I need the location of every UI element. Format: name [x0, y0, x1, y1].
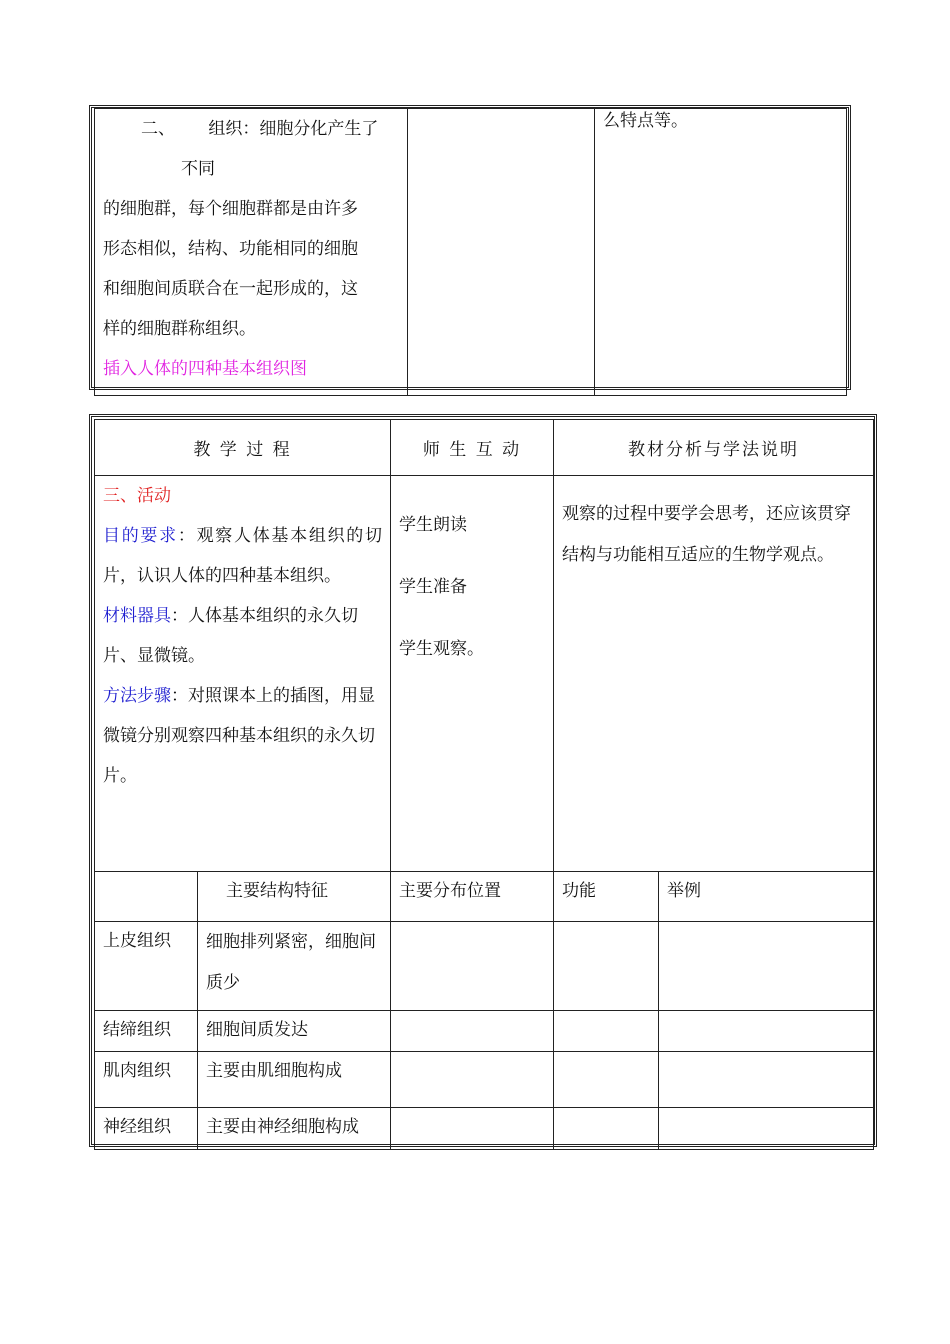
table-row: [95, 1108, 874, 1150]
tissue-example: [659, 1011, 874, 1052]
interaction-2: 学生准备: [399, 577, 467, 597]
tissue-name: 神经组织: [95, 1108, 198, 1150]
tissue-name: 结缔组织: [95, 1011, 198, 1052]
insert-figure-note: 插入人体的四种基本组织图: [103, 359, 307, 379]
tissue-feature: 主要由肌细胞构成: [198, 1052, 391, 1108]
tissue-function: [554, 1052, 659, 1108]
materials-paragraph: [103, 596, 382, 676]
method-label: 方法步骤: [103, 686, 171, 706]
tissue-function: [554, 922, 659, 1011]
tissue-feature: 主要由神经细胞构成: [198, 1108, 391, 1150]
section-heading: 二、 组织：细胞分化产生了: [141, 119, 379, 139]
table-row: [95, 1011, 874, 1052]
analysis-text: 观察的过程中要学会思考，还应该贯穿结构与功能相互适应的生物学观点。: [562, 504, 851, 565]
materials-text: ：人体基本组织的永久切片、显微镜。: [103, 606, 358, 666]
section-heading-tail: 不同: [181, 159, 215, 179]
tissue-name: 上皮组织: [95, 922, 198, 1011]
tissue-function: [554, 1108, 659, 1150]
goal-label: 目的要求: [103, 526, 178, 546]
tissue-col-example: 举例: [659, 872, 874, 922]
tissue-col-location: 主要分布位置: [391, 872, 554, 922]
header-analysis: 教材分析与学法说明: [554, 420, 874, 476]
interaction-3: 学生观察。: [399, 639, 484, 659]
materials-label: 材料器具: [103, 606, 171, 626]
tissue-feature: 细胞排列紧密，细胞间质少: [198, 922, 391, 1011]
tissue-name: 肌肉组织: [95, 1052, 198, 1108]
header-teaching-process: 教 学 过 程: [95, 420, 391, 476]
tissue-col-feature: 主要结构特征: [198, 872, 391, 922]
tissue-feature: 细胞间质发达: [198, 1011, 391, 1052]
top-table: [94, 108, 847, 396]
tissue-location: [391, 922, 554, 1011]
tissue-example: [659, 1108, 874, 1150]
top-middle-cell: [408, 109, 595, 396]
body-line-1: 的细胞群，每个细胞群都是由许多: [103, 199, 358, 219]
tissue-example: [659, 922, 874, 1011]
method-text: ：对照课本上的插图，用显微镜分别观察四种基本组织的永久切片。: [103, 686, 375, 786]
interaction-cell: [391, 476, 554, 872]
goal-paragraph: [103, 516, 382, 596]
top-left-cell: [95, 109, 408, 396]
body-line-4: 样的细胞群称组织。: [103, 319, 256, 339]
goal-text: ：观察人体基本组织的切片，认识人体的四种基本组织。: [103, 526, 383, 586]
tissue-function: [554, 1011, 659, 1052]
main-table: [94, 419, 874, 1150]
top-right-cell: [595, 109, 847, 396]
header-interaction: 师 生 互 动: [391, 420, 554, 476]
tissue-example: [659, 1052, 874, 1108]
tissue-col-function: 功能: [554, 872, 659, 922]
activity-title: 三、活动: [103, 486, 171, 506]
tissue-col-blank: [95, 872, 198, 922]
tissue-location: [391, 1011, 554, 1052]
top-right-text: 么特点等。: [603, 111, 688, 131]
table-row: [95, 922, 874, 1011]
interaction-1: 学生朗读: [399, 515, 467, 535]
body-line-2: 形态相似，结构、功能相同的细胞: [103, 239, 358, 259]
analysis-cell: [554, 476, 874, 872]
table-row: [95, 1052, 874, 1108]
tissue-location: [391, 1052, 554, 1108]
method-paragraph: [103, 676, 382, 796]
body-line-3: 和细胞间质联合在一起形成的，这: [103, 279, 358, 299]
activity-cell: [95, 476, 391, 872]
tissue-location: [391, 1108, 554, 1150]
